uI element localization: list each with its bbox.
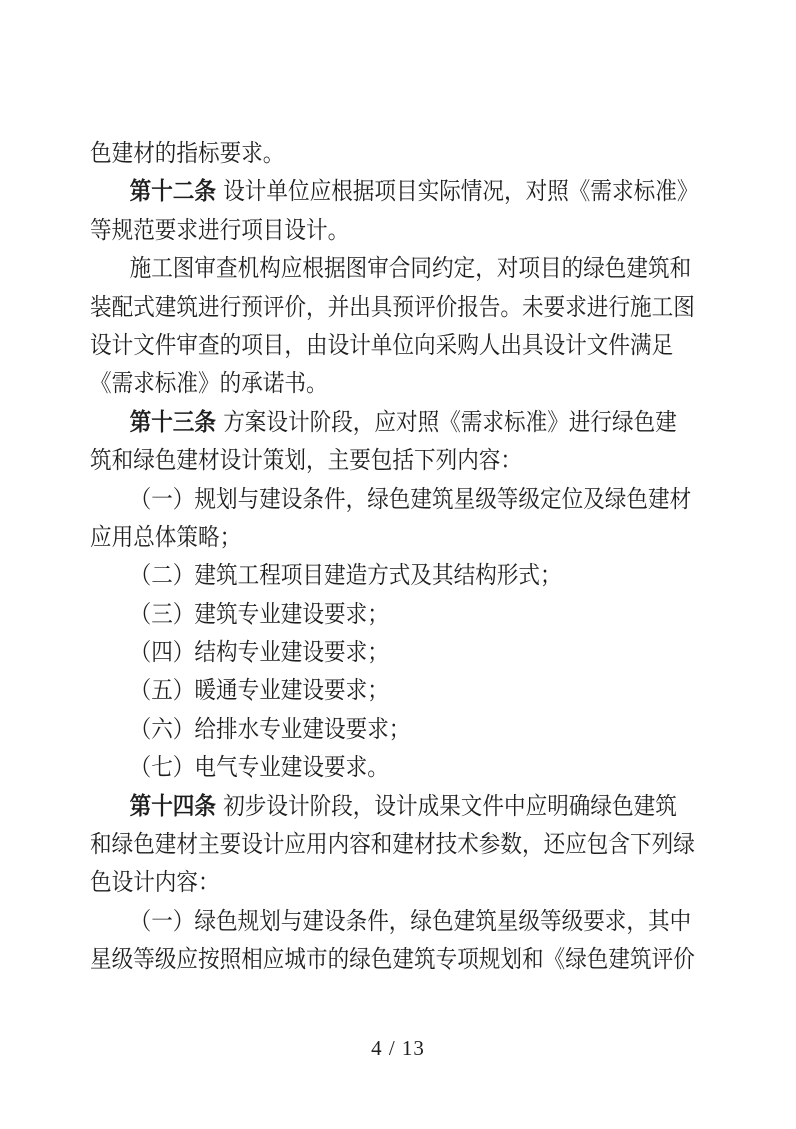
text-segment: 色建材的指标要求。	[90, 141, 285, 167]
body-text	[90, 135, 730, 980]
text-line	[90, 365, 666, 403]
text-segment: 施工图审查机构应根据图审合同约定，对项目的绿色建筑和	[129, 256, 692, 283]
article-number: 第十三条	[129, 409, 216, 436]
text-segment: 初步设计阶段，设计成果文件中应明确绿色建筑	[223, 793, 677, 820]
text-line	[90, 634, 666, 672]
article-number: 第十二条	[129, 179, 216, 206]
text-line	[90, 903, 692, 941]
article-number: 第十四条	[129, 793, 216, 820]
text-line	[90, 481, 692, 519]
text-segment: 筑和绿色建材设计策划，主要包括下列内容：	[90, 448, 522, 475]
text-segment: 设计单位应根据项目实际情况，对照《需求标准》	[223, 179, 699, 206]
text-line	[90, 289, 695, 327]
text-segment: （七）电气专业建设要求。	[129, 755, 389, 782]
text-line	[90, 404, 677, 442]
text-line	[90, 442, 666, 480]
text-segment: 方案设计阶段，应对照《需求标准》进行绿色建	[223, 409, 677, 436]
text-line	[90, 135, 666, 173]
text-line	[90, 711, 666, 749]
text-segment: （一）绿色规划与建设条件，绿色建筑星级等级要求，其中	[129, 908, 692, 935]
text-line	[90, 941, 695, 979]
text-line	[90, 749, 666, 787]
text-line	[90, 788, 677, 826]
text-segment: （三）建筑专业建设要求；	[129, 601, 389, 628]
text-segment: 设计文件审查的项目，由设计单位向采购人出具设计文件满足	[90, 332, 674, 359]
text-segment: （五）暖通专业建设要求；	[129, 678, 389, 705]
page-footer	[0, 1036, 796, 1061]
text-segment: 色设计内容：	[90, 870, 220, 897]
text-segment: （四）结构专业建设要求；	[129, 640, 389, 667]
text-segment: （六）给排水专业建设要求；	[129, 716, 411, 743]
text-segment: （一）规划与建设条件，绿色建筑星级等级定位及绿色建材	[129, 486, 692, 513]
text-segment: 等规范要求进行项目设计。	[90, 217, 350, 244]
text-line	[90, 826, 695, 864]
text-line	[90, 864, 666, 902]
page-number: 4 / 13	[371, 1036, 425, 1060]
text-line	[90, 672, 666, 710]
text-line	[90, 557, 666, 595]
text-segment: 和绿色建材主要设计应用内容和建材技术参数，还应包含下列绿	[90, 832, 695, 859]
text-line	[90, 519, 666, 557]
text-segment: 星级等级应按照相应城市的绿色建筑专项规划和《绿色建筑评价	[90, 947, 695, 974]
text-line	[90, 596, 666, 634]
text-segment: 《需求标准》的承诺书。	[90, 371, 328, 398]
text-segment: （二）建筑工程项目建造方式及其结构形式；	[129, 563, 562, 590]
text-line	[90, 250, 692, 288]
text-segment: 装配式建筑进行预评价，并出具预评价报告。未要求进行施工图	[90, 294, 695, 321]
text-line	[90, 327, 674, 365]
text-line	[90, 212, 666, 250]
text-line	[90, 173, 699, 211]
text-segment: 应用总体策略；	[90, 524, 242, 551]
